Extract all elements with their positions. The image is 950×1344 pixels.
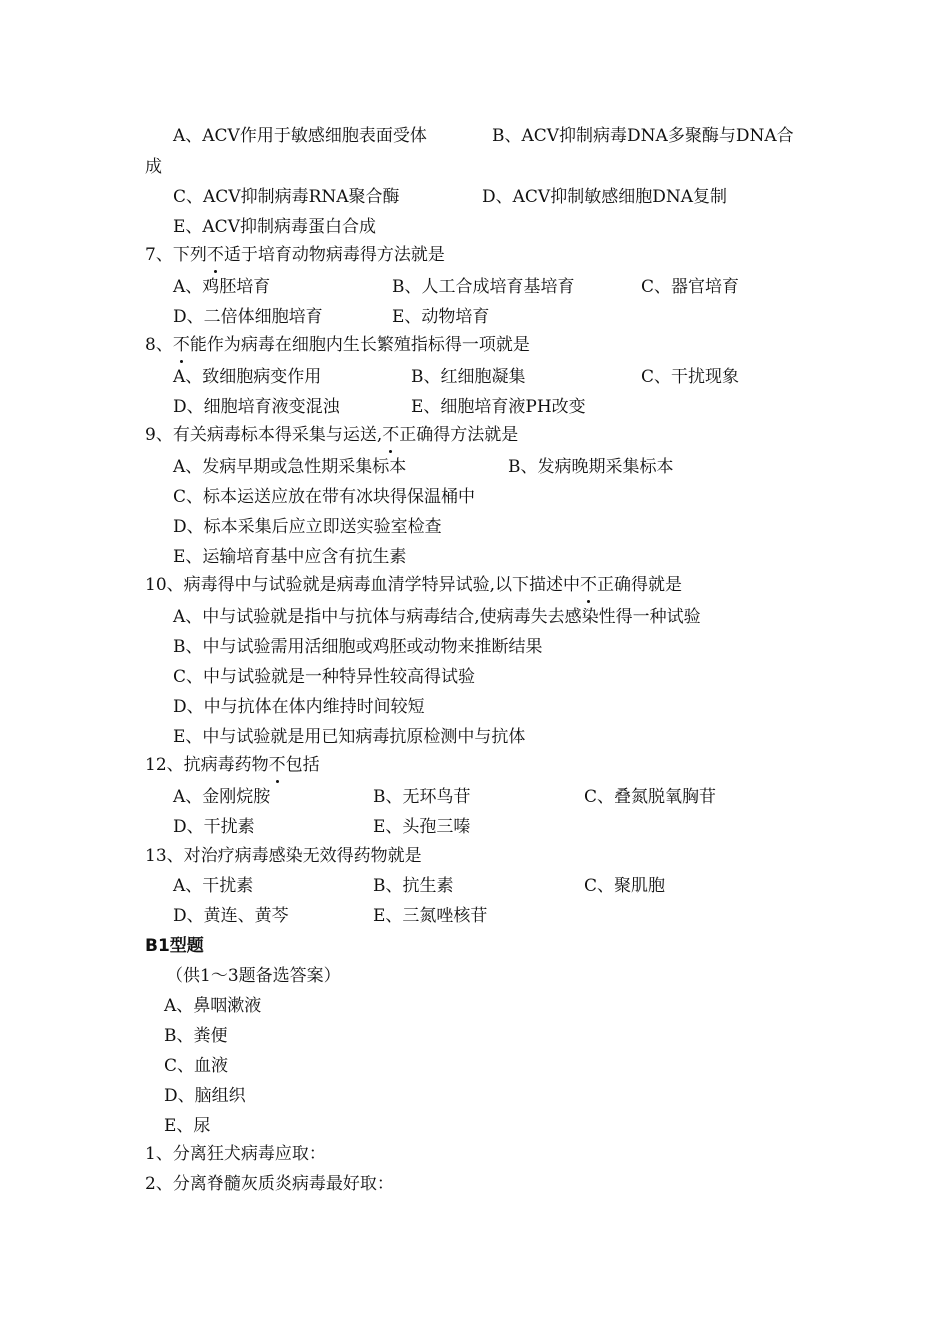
q6-option-b-continuation: 成: [145, 157, 162, 177]
q6-option-c: C、ACV抑制病毒RNA聚合酶: [173, 187, 400, 207]
q8-option-a: A、致细胞病变作用: [173, 367, 322, 387]
q8-option-e: E、细胞培育液PH改变: [411, 397, 586, 417]
q9-option-c: C、标本运送应放在带有冰块得保温桶中: [173, 487, 476, 507]
question-7-number: 7、下列: [145, 245, 207, 265]
q13-option-c: C、聚肌胞: [584, 876, 666, 896]
question-8-number: 8、: [145, 335, 173, 355]
q8-option-d: D、细胞培育液变混浊: [173, 397, 340, 417]
question-8-text: 能作为病毒在细胞内生长繁殖指标得一项就是: [189, 335, 530, 355]
q9-option-a: A、发病早期或急性期采集标本: [173, 457, 407, 477]
question-9-number: 9、有关病毒标本得采集与运送,: [145, 425, 383, 445]
question-7: [145, 244, 445, 266]
q7-option-b: B、人工合成培育基培育: [392, 277, 575, 297]
question-10-number: 10、病毒得中与试验就是病毒血清学特异试验,以下描述中: [145, 575, 581, 595]
b1-option-b: B、粪便: [164, 1026, 228, 1046]
q6-option-d: D、ACV抑制敏感细胞DNA复制: [482, 187, 727, 207]
question-12-text: 包括: [285, 755, 320, 775]
q9-option-b: B、发病晚期采集标本: [508, 457, 674, 477]
b1-option-a: A、鼻咽漱液: [164, 996, 262, 1016]
q13-option-d: D、黄连、黄芩: [173, 906, 289, 926]
q9-option-e: E、运输培育基中应含有抗生素: [173, 547, 407, 567]
question-9: [145, 424, 518, 446]
q7-option-e: E、动物培育: [392, 307, 490, 327]
question-7-negation: 不: [206, 245, 224, 265]
b1-option-e: E、尿: [164, 1116, 211, 1136]
b1-answer-note: （供1～3题备选答案）: [166, 966, 341, 986]
q8-option-b: B、红细胞凝集: [411, 367, 526, 387]
q6-option-e: E、ACV抑制病毒蛋白合成: [173, 217, 376, 237]
question-13: 13、对治疗病毒感染无效得药物就是: [145, 846, 422, 866]
q10-option-c: C、中与试验就是一种特异性较高得试验: [173, 667, 476, 687]
q12-option-e: E、头孢三嗪: [373, 817, 471, 837]
b1-option-d: D、脑组织: [164, 1086, 246, 1106]
q10-option-a: A、中与试验就是指中与抗体与病毒结合,使病毒失去感染性得一种试验: [173, 607, 701, 627]
q13-option-e: E、三氮唑核苷: [373, 906, 488, 926]
q6-option-a: A、ACV作用于敏感细胞表面受体: [173, 126, 427, 146]
question-12-number: 12、抗病毒药物: [145, 755, 269, 775]
q10-option-b: B、中与试验需用活细胞或鸡胚或动物来推断结果: [173, 637, 543, 657]
q12-option-d: D、干扰素: [173, 817, 255, 837]
q7-option-d: D、二倍体细胞培育: [173, 307, 323, 327]
q12-option-c: C、叠氮脱氧胸苷: [584, 787, 717, 807]
q13-option-b: B、抗生素: [373, 876, 454, 896]
question-12-negation: 不: [268, 755, 286, 775]
q6-option-b: B、ACV抑制病毒DNA多聚酶与DNA合: [492, 126, 794, 146]
question-8-negation: 不: [172, 335, 190, 355]
q7-option-a: A、鸡胚培育: [173, 277, 271, 297]
q10-option-e: E、中与试验就是用已知病毒抗原检测中与抗体: [173, 727, 526, 747]
question-10: [145, 574, 682, 596]
q9-option-d: D、标本采集后应立即送实验室检查: [173, 517, 442, 537]
question-10-text: 正确得就是: [597, 575, 683, 595]
q12-option-a: A、金刚烷胺: [173, 787, 271, 807]
question-9-negation: 不: [382, 425, 400, 445]
q12-option-b: B、无环鸟苷: [373, 787, 471, 807]
question-8: [145, 334, 530, 356]
section-heading-b1: B1型题: [145, 936, 204, 956]
q7-option-c: C、器官培育: [641, 277, 740, 297]
question-12: [145, 754, 320, 776]
question-7-text: 适于培育动物病毒得方法就是: [223, 245, 445, 265]
question-10-negation: 不: [580, 575, 598, 595]
q13-option-a: A、干扰素: [173, 876, 254, 896]
b1-question-2: 2、分离脊髓灰质炎病毒最好取：: [145, 1174, 394, 1194]
b1-option-c: C、血液: [164, 1056, 229, 1076]
q8-option-c: C、干扰现象: [641, 367, 740, 387]
question-9-text: 正确得方法就是: [399, 425, 519, 445]
b1-question-1: 1、分离狂犬病毒应取：: [145, 1144, 326, 1164]
q10-option-d: D、中与抗体在体内维持时间较短: [173, 697, 425, 717]
